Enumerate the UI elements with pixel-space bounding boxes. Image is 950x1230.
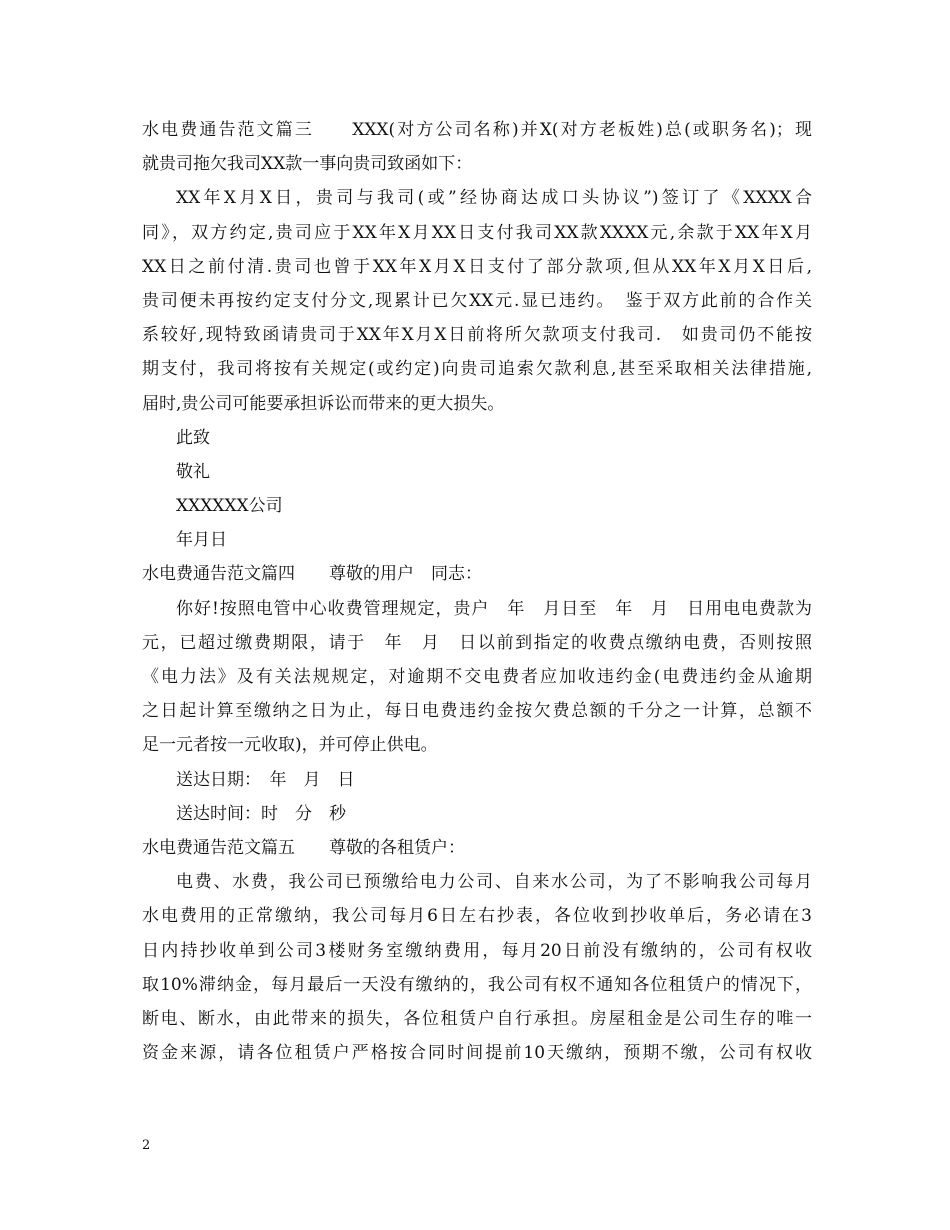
signature-company: XXXXXX公司 <box>176 496 283 517</box>
text-line: XX年X月X日，贵司与我司(或”经协商达成口头协议”)签订了《XXXX合 <box>176 188 812 209</box>
closing-line: 此致 <box>176 427 210 448</box>
delivery-date-line: 送达日期： 年 月 日 <box>176 769 355 790</box>
text-line: 之日起计算至缴纳之日为止，每日电费违约金按欠费总额的千分之一计算，总额不 <box>142 701 812 722</box>
text-line: 元，已超过缴费期限，请于 年 月 日以前到指定的收费点缴纳电费，否则按照 <box>142 632 812 653</box>
text-line: 就贵司拖欠我司XX款一事向贵司致函如下： <box>142 154 473 175</box>
document-body <box>142 113 812 1070</box>
closing-line: 敬礼 <box>176 461 210 482</box>
text-line: 系较好,现特致函请贵司于XX年X月X日前将所欠款项支付我司. 如贵司仍不能按 <box>142 325 812 346</box>
page-number: 2 <box>142 1138 151 1153</box>
text-line: 届时,贵公司可能要承担诉讼而带来的更大损失。 <box>142 393 505 414</box>
text-line: XX日之前付清.贵司也曾于XX年X月X日支付了部分款项,但从XX年X月X日后, <box>142 256 812 277</box>
text-line: 贵司便未再按约定支付分文,现累计已欠XX元.显已违约。 鉴于双方此前的合作关 <box>142 290 812 311</box>
text-line: 断电、断水，由此带来的损失，各位租赁户自行承担。房屋租金是公司生存的唯一 <box>142 1008 812 1029</box>
text-line: 电费、水费，我公司已预缴给电力公司、自来水公司，为了不影响我公司每月 <box>176 872 812 893</box>
signature-date: 年月日 <box>176 530 227 551</box>
text-line: 资金来源，请各位租赁户严格按合同时间提前10天缴纳，预期不缴，公司有权收 <box>142 1043 812 1064</box>
text-line: 《电力法》及有关法规规定，对逾期不交电费者应加收违约金(电费违约金从逾期 <box>142 667 812 687</box>
delivery-time-line: 送达时间：时 分 秒 <box>176 803 346 824</box>
text-line: 期支付，我司将按有关规定(或约定)向贵司追索欠款利息,甚至采取相关法律措施, <box>142 359 812 380</box>
text-line: 你好!按照电管中心收费管理规定，贵户 年 月日至 年 月 日用电电费款为 <box>176 598 812 619</box>
section-heading: 水电费通告范文篇四 尊敬的用户 同志： <box>142 564 482 585</box>
text-line: 日内持抄收单到公司3楼财务室缴纳费用，每月20日前没有缴纳的，公司有权收 <box>142 940 812 961</box>
text-line: 足一元者按一元收取)，并可停止供电。 <box>142 735 438 756</box>
text-line: 同》，双方约定,贵司应于XX年X月XX日支付我司XX款XXXX元,余款于XX年X月 <box>142 222 812 243</box>
section-heading: 水电费通告范文篇五 尊敬的各租赁户： <box>142 837 465 858</box>
text-line: 取10%滞纳金，每月最后一天没有缴纳的，我公司有权不通知各位租赁户的情况下， <box>142 974 812 995</box>
text-line: 水电费用的正常缴纳，我公司每月6日左右抄表，各位收到抄收单后，务必请在3 <box>142 906 812 927</box>
text-line: 水电费通告范文篇三 XXX(对方公司名称)并X(对方老板姓)总(或职务名)；现 <box>142 120 812 140</box>
